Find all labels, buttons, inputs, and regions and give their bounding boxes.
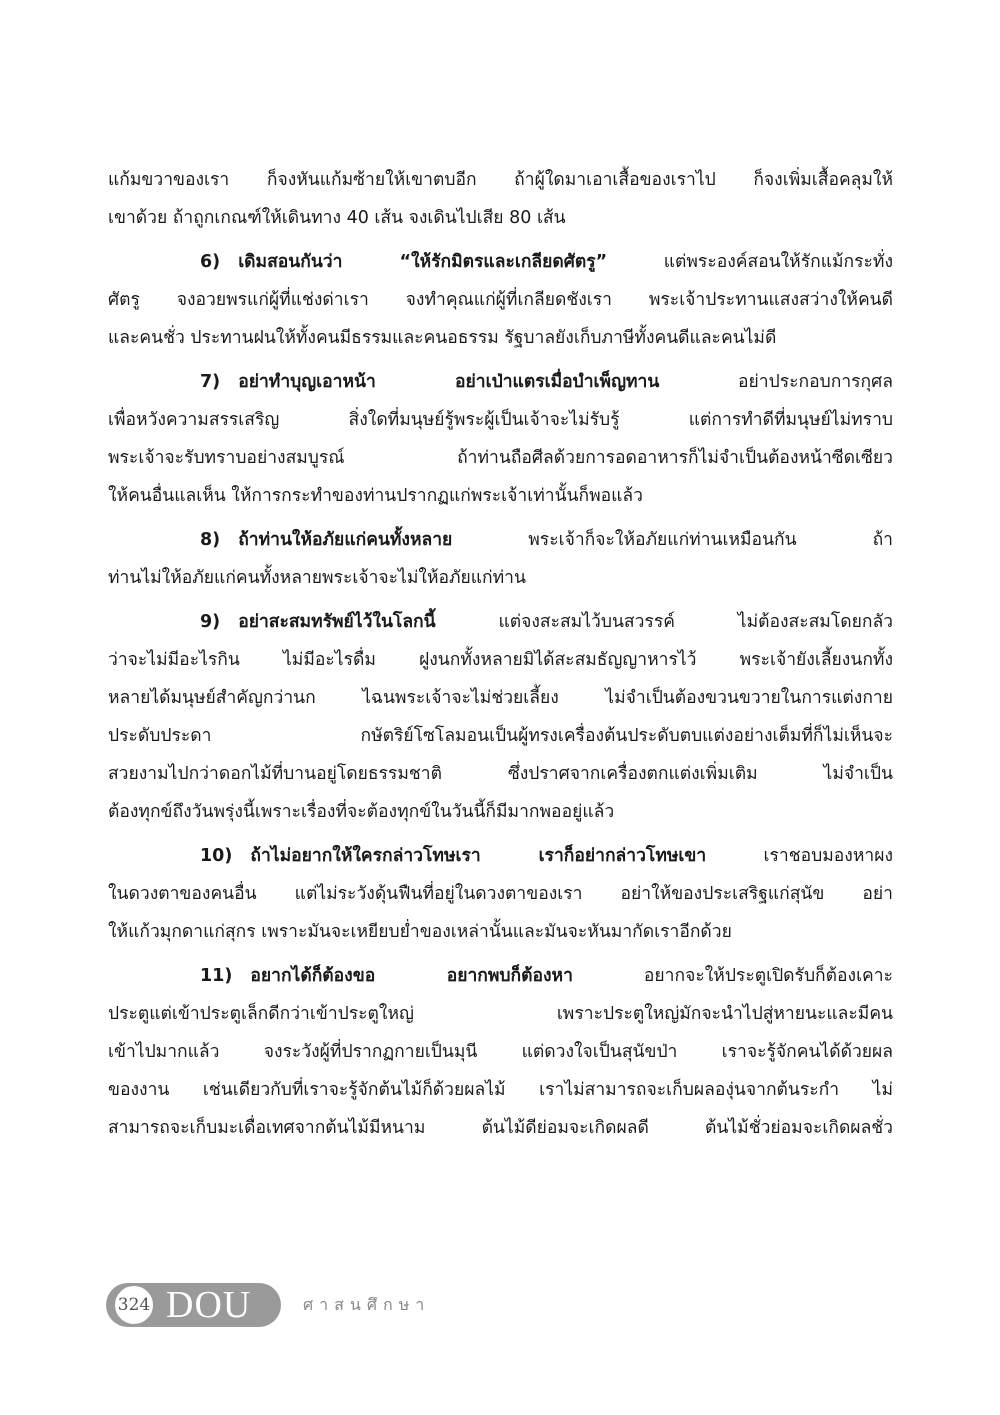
item-heading: อย่าสะสมทรัพย์ไว้ในโลกนี้ xyxy=(238,612,436,632)
paragraph-continuation xyxy=(108,161,893,237)
paragraph-line: เพื่อหวังความสรรเสริญ สิ่งใดที่มนุษย์รู้พระผู้เป็นเจ้าจะไม่รับรู้ แต่การทำดีที่มนุษย์ไม่ทราบ xyxy=(108,410,893,430)
brand-logo: DOU xyxy=(166,1284,252,1326)
page-number: 324 xyxy=(112,1283,156,1327)
paragraph-line: สวยงามไปกว่าดอกไม้ที่บานอยู่โดยธรรมชาติ ซึ่งปราศจากเครื่องตกแต่งเพิ่มเติม ไม่จำเป็น xyxy=(108,764,893,784)
item-number: 10) xyxy=(200,846,233,866)
item-text: อย่าประกอบการกุศล xyxy=(659,372,893,392)
paragraph-line: ว่าจะไม่มีอะไรกิน ไม่มีอะไรดื่ม ฝูงนกทั้งหลายมิได้สะสมธัญญาหารไว้ พระเจ้ายังเลี้ยงนกทั้ง xyxy=(108,650,893,670)
item-number: 11) xyxy=(200,966,233,986)
paragraph-line: สามารถจะเก็บมะเดื่อเทศจากต้นไม้มีหนาม ต้นไม้ดีย่อมจะเกิดผลดี ต้นไม้ชั่วย่อมจะเกิดผลชั่ว xyxy=(108,1118,893,1138)
paragraph-item-10 xyxy=(108,837,893,951)
paragraph-line: เขาด้วย ถ้าถูกเกณฑ์ให้เดินทาง 40 เส้น จงเดินไปเสีย 80 เส้น xyxy=(108,208,566,228)
item-number: 9) xyxy=(200,612,221,632)
item-text: แต่พระองค์สอนให้รักแม้กระทั่ง xyxy=(607,252,893,272)
paragraph-item-6 xyxy=(108,243,893,357)
page-body xyxy=(108,161,893,1147)
item-number: 7) xyxy=(200,372,221,392)
paragraph-line: ศัตรู จงอวยพรแก่ผู้ที่แช่งด่าเรา จงทำคุณแก่ผู้ที่เกลียดชังเรา พระเจ้าประทานแสงสว่างให้คนดี xyxy=(108,290,893,310)
item-text: พระเจ้าก็จะให้อภัยแก่ท่านเหมือนกัน ถ้า xyxy=(452,530,893,550)
paragraph-line: ประดับประดา กษัตริย์โซโลมอนเป็นผู้ทรงเครื่องต้นประดับตบแต่งอย่างเต็มที่ก็ไม่เห็นจะ xyxy=(108,726,893,746)
item-heading: อย่าทำบุญเอาหน้า อย่าเป่าแตรเมื่อบำเพ็ญทาน xyxy=(238,372,660,392)
paragraph-line: เข้าไปมากแล้ว จงระวังผู้ที่ปรากฏกายเป็นมุนี แต่ดวงใจเป็นสุนัขป่า เราจะรู้จักคนได้ด้วยผล xyxy=(108,1042,893,1062)
paragraph-first-line xyxy=(108,243,893,281)
paragraph-line: ประตูแต่เข้าประตูเล็กดีกว่าเข้าประตูใหญ่ เพราะประตูใหญ่มักจะนำไปสู่หายนะและมีคน xyxy=(108,1004,893,1024)
paragraph-first-line xyxy=(108,603,893,641)
item-text: แต่จงสะสมไว้บนสวรรค์ ไม่ต้องสะสมโดยกลัว xyxy=(435,612,893,632)
paragraph-first-line xyxy=(108,837,893,875)
course-subject: ศาสนศึกษา xyxy=(303,1294,431,1314)
paragraph-line: ในดวงตาของคนอื่น แต่ไม่ระวังดุ้นฟืนที่อยู่ในดวงตาของเรา อย่าให้ของประเสริฐแก่สุนัข อย่า xyxy=(108,884,893,904)
paragraph-line: พระเจ้าจะรับทราบอย่างสมบูรณ์ ถ้าท่านถือศีลด้วยการอดอาหารก็ไม่จำเป็นต้องหน้าซีดเซียว xyxy=(108,448,893,468)
paragraph-line: แก้มขวาของเรา ก็จงหันแก้มซ้ายให้เขาตบอีก ถ้าผู้ใดมาเอาเสื้อของเราไป ก็จงเพิ่มเสื้อคลุมให้ xyxy=(108,170,893,190)
paragraph-first-line xyxy=(108,957,893,995)
item-heading: อยากได้ก็ต้องขอ อยากพบก็ต้องหา xyxy=(250,966,573,986)
paragraph-line: ให้คนอื่นแลเห็น ให้การกระทำของท่านปรากฏแก่พระเจ้าเท่านั้นก็พอแล้ว xyxy=(108,486,643,506)
paragraph-line: ต้องทุกข์ถึงวันพรุ่งนี้เพราะเรื่องที่จะต้องทุกข์ในวันนี้ก็มีมากพออยู่แล้ว xyxy=(108,802,615,822)
paragraph-item-9 xyxy=(108,603,893,831)
paragraph-first-line xyxy=(108,521,893,559)
footer-badge xyxy=(106,1283,281,1327)
paragraph-line: ท่านไม่ให้อภัยแก่คนทั้งหลายพระเจ้าจะไม่ให้อภัยแก่ท่าน xyxy=(108,568,526,588)
paragraph-first-line xyxy=(108,363,893,401)
paragraph-item-11 xyxy=(108,957,893,1147)
paragraph-line: และคนชั่ว ประทานฝนให้ทั้งคนมีธรรมและคนอธรรม รัฐบาลยังเก็บภาษีทั้งคนดีและคนไม่ดี xyxy=(108,328,777,348)
item-number: 8) xyxy=(200,530,221,550)
item-heading: ถ้าท่านให้อภัยแก่คนทั้งหลาย xyxy=(238,530,453,550)
item-text: อยากจะให้ประตูเปิดรับก็ต้องเคาะ xyxy=(572,966,893,986)
item-heading: ถ้าไม่อยากให้ใครกล่าวโทษเรา เราก็อย่ากล่าวโทษเขา xyxy=(250,846,707,866)
paragraph-item-8 xyxy=(108,521,893,597)
page-footer xyxy=(106,1283,430,1327)
paragraph-line: ของงาน เช่นเดียวกับที่เราจะรู้จักต้นไม้ก็ด้วยผลไม้ เราไม่สามารถจะเก็บผลองุ่นจากต้นระกำ ไม่ xyxy=(108,1080,893,1100)
paragraph-item-7 xyxy=(108,363,893,515)
item-text: เราชอบมองหาผง xyxy=(706,846,893,866)
item-number: 6) xyxy=(200,252,221,272)
paragraph-line: ให้แก้วมุกดาแก่สุกร เพราะมันจะเหยียบย่ำของเหล่านั้นและมันจะหันมากัดเราอีกด้วย xyxy=(108,922,732,942)
item-heading: เดิมสอนกันว่า “ให้รักมิตรและเกลียดศัตรู” xyxy=(238,252,608,272)
paragraph-line: หลายได้มนุษย์สำคัญกว่านก ไฉนพระเจ้าจะไม่ช่วยเลี้ยง ไม่จำเป็นต้องขวนขวายในการแต่งกาย xyxy=(108,688,893,708)
